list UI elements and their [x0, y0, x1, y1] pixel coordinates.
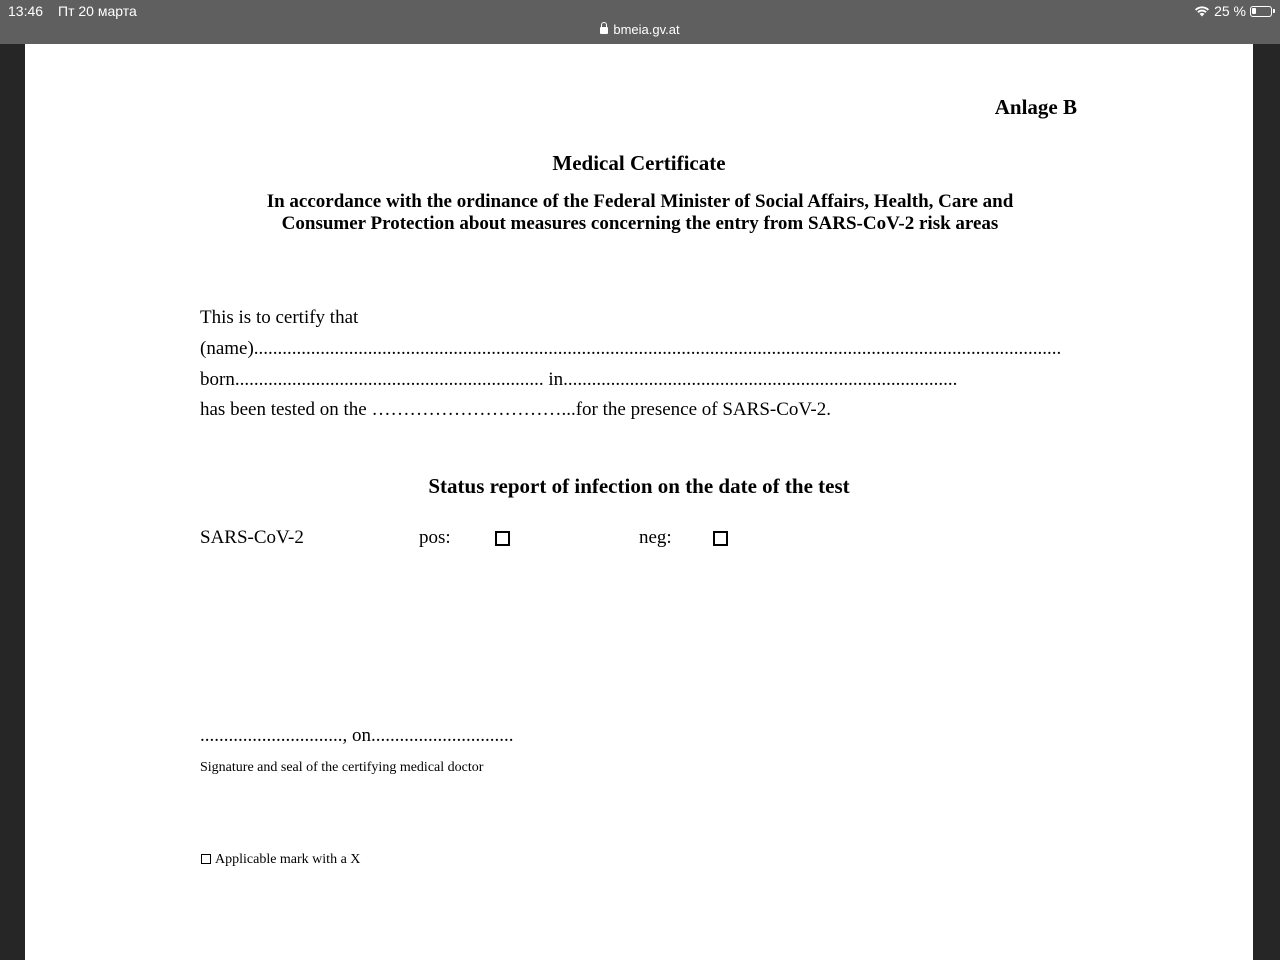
neg-checkbox[interactable]: [713, 531, 728, 546]
result-label: SARS-CoV-2: [200, 527, 304, 548]
status-report-title: Status report of infection on the date of the test: [428, 474, 850, 498]
lock-icon: [600, 27, 608, 34]
status-date: Пт 20 марта: [58, 3, 137, 19]
neg-label: neg:: [639, 527, 672, 548]
born-field-line: born................................................................. in...................................................................................: [200, 369, 958, 390]
wifi-icon: [1194, 5, 1210, 17]
subtitle-line: Consumer Protection about measures concerning the entry from SARS-CoV-2 risk areas: [281, 213, 999, 234]
status-bar: [0, 0, 1280, 44]
url-text: bmeia.gv.at: [613, 22, 680, 37]
certificate-subtitle: [215, 191, 1065, 235]
footnote: [201, 852, 360, 868]
signature-caption: Signature and seal of the certifying medical doctor: [200, 760, 484, 775]
battery-level-fill: [1252, 8, 1256, 14]
certificate-title: Medical Certificate: [552, 151, 726, 175]
signature-field-line: .............................., on..............................: [200, 725, 514, 746]
tested-field-line: has been tested on the …………………………...for the presence of SARS-CoV-2.: [200, 399, 831, 420]
pos-checkbox[interactable]: [495, 531, 510, 546]
footnote-checkbox-icon: [201, 854, 211, 864]
pos-label: pos:: [419, 527, 451, 548]
subtitle-line: In accordance with the ordinance of the Federal Minister of Social Affairs, Health, Care and: [266, 191, 1014, 212]
certify-intro: This is to certify that: [200, 307, 359, 328]
status-indicators: [1194, 2, 1272, 20]
address-bar[interactable]: [0, 22, 1280, 37]
annex-label: Anlage B: [994, 95, 1077, 119]
document-page: [25, 44, 1253, 960]
footnote-text: Applicable mark with a X: [215, 852, 361, 867]
battery-percent: 25 %: [1214, 3, 1246, 19]
battery-icon: [1250, 6, 1272, 17]
status-time: 13:46: [8, 3, 44, 19]
name-field-line: (name)..........................................................................................................................................................................: [200, 338, 1062, 359]
